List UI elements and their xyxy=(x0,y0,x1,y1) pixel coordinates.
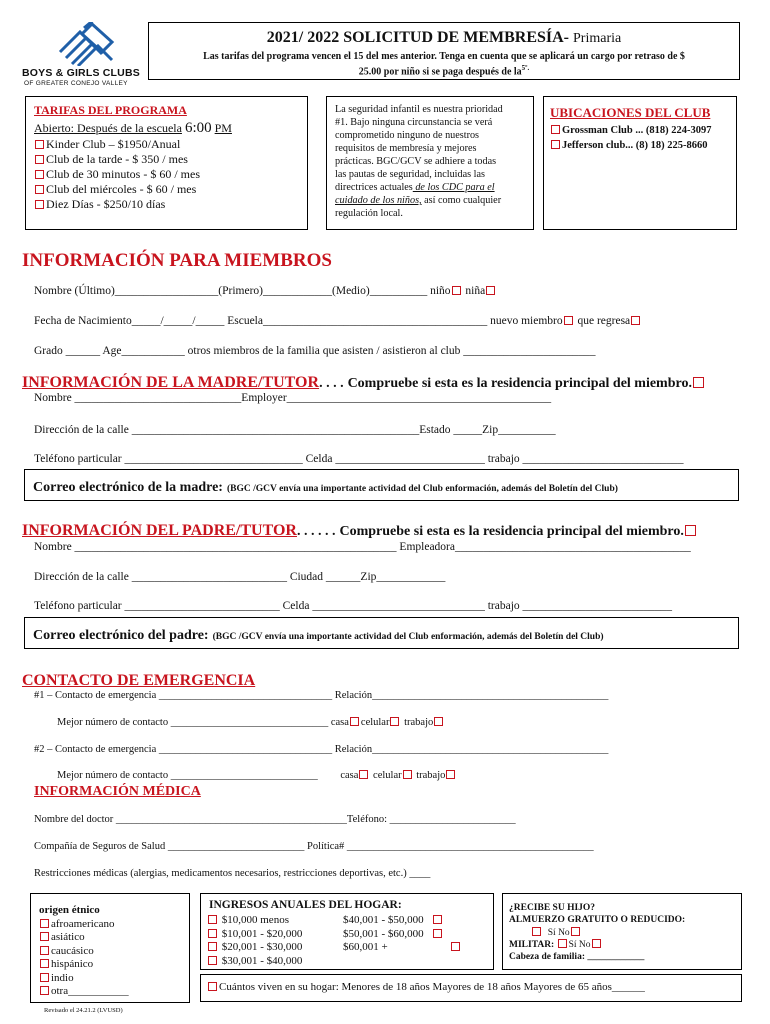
safety-text: La seguridad infantil es nuestra prioridad xyxy=(335,104,503,115)
almuerzo-options[interactable]: Sí No xyxy=(531,927,741,939)
location-item[interactable]: Grossman Club ... (818) 224-3097 xyxy=(550,123,736,138)
tarifa-item[interactable]: Club del miércoles - $ 60 / mes xyxy=(34,182,307,197)
checkbox-icon[interactable] xyxy=(486,286,495,295)
madre-title: INFORMACIÓN DE LA MADRE/TUTOR xyxy=(22,374,320,391)
padre-check-label: Compruebe si esta es la residencia principal del miembro. xyxy=(339,524,684,539)
ingreso-item[interactable]: $50,001 - $60,000 xyxy=(343,928,462,942)
checkbox-icon[interactable] xyxy=(403,770,412,779)
origen-item[interactable]: indio xyxy=(39,972,189,986)
madre-address-row[interactable]: Dirección de la calle __________________________________________________Estado _____Zip__________ xyxy=(34,424,556,436)
madre-check-label: Compruebe si esta es la residencia principal del miembro. xyxy=(347,376,692,391)
checkbox-icon xyxy=(433,929,442,938)
checkbox-icon[interactable] xyxy=(685,525,696,536)
ingreso-item[interactable]: $20,001 - $30,000 xyxy=(207,941,302,955)
cuantos-box[interactable]: Cuántos viven en su hogar: Menores de 18 años Mayores de 18 años Mayores de 65 años______ xyxy=(200,974,742,1002)
ingreso-item[interactable]: $10,000 menos xyxy=(207,914,302,928)
almuerzo-box xyxy=(502,893,742,970)
logo xyxy=(22,22,147,86)
checkbox-icon xyxy=(551,125,560,134)
safety-text: regulación local. xyxy=(335,208,403,219)
cabeza-row[interactable]: Cabeza de familia: ____________ xyxy=(509,952,645,962)
tarifas-open-pm: PM xyxy=(214,121,232,135)
safety-text: las pautas de seguridad, incluidas las xyxy=(335,169,485,180)
tarifas-open-label: Abierto: Después de la escuela xyxy=(34,121,182,135)
ingreso-item[interactable]: $60,001 + xyxy=(343,941,462,955)
origen-item[interactable]: asiático xyxy=(39,931,189,945)
padre-address-row[interactable]: Dirección de la calle ___________________________ Ciudad ______Zip____________ xyxy=(34,571,446,583)
checkbox-icon[interactable] xyxy=(693,377,704,388)
page-title-suffix: Primaria xyxy=(573,31,622,46)
tarifa-item[interactable]: Kinder Club – $1950/Anual xyxy=(34,137,307,152)
checkbox-icon[interactable] xyxy=(558,939,567,948)
tarifa-item[interactable]: Club de la tarde - $ 350 / mes xyxy=(34,152,307,167)
madre-email-box[interactable]: Correo electrónico de la madre: (BGC /GCV envía una importante actividad del Club enformación, además del Boletín del Club) xyxy=(24,469,739,501)
origen-item[interactable]: afroamericano xyxy=(39,918,189,932)
emergency-phone-1[interactable]: Mejor número de contacto ______________________________ casa celular trabajo xyxy=(57,717,445,728)
militar-row[interactable]: MILITAR: Sí No xyxy=(509,939,741,951)
almuerzo-q1: ¿RECIBE SU HIJO? xyxy=(509,903,596,913)
fee-note-sup: 5º. xyxy=(521,64,530,72)
cdc-link[interactable]: cuidado de los niños, xyxy=(335,195,422,206)
checkbox-icon xyxy=(208,982,217,991)
emergency-phone-2[interactable]: Mejor número de contacto ____________________________ casa celular trabajo xyxy=(57,770,457,781)
checkbox-icon[interactable] xyxy=(434,717,443,726)
padre-title: INFORMACIÓN DEL PADRE/TUTOR xyxy=(22,522,297,539)
safety-text: comprometido ninguno de nuestros xyxy=(335,130,480,141)
madre-name-row[interactable]: Nombre _____________________________Employer______________________________________________ xyxy=(34,392,552,404)
checkbox-icon[interactable] xyxy=(564,316,573,325)
ingreso-item[interactable]: $10,001 - $20,000 xyxy=(207,928,302,942)
origen-item[interactable]: caucásico xyxy=(39,945,189,959)
checkbox-icon xyxy=(208,956,217,965)
safety-text: requisitos de membresía y mejores xyxy=(335,143,477,154)
madre-phone-row[interactable]: Teléfono particular _______________________________ Celda __________________________ trabajo ____________________________ xyxy=(34,453,684,465)
tarifas-open-time: 6:00 xyxy=(184,120,212,136)
ingresos-box xyxy=(200,893,494,970)
madre-header: INFORMACIÓN DE LA MADRE/TUTOR. . . . Compruebe si esta es la residencia principal del miembro. xyxy=(22,374,706,392)
member-name-row[interactable]: Nombre (Último)__________________(Primero)____________(Medio)__________ niño niña xyxy=(34,285,497,297)
medica-title: INFORMACIÓN MÉDICA xyxy=(34,784,201,799)
checkbox-icon[interactable] xyxy=(390,717,399,726)
miembros-title: INFORMACIÓN PARA MIEMBROS xyxy=(22,250,332,271)
checkbox-icon[interactable] xyxy=(446,770,455,779)
checkbox-icon xyxy=(451,942,460,951)
almuerzo-q2: ALMUERZO GRATUITO O REDUCIDO: xyxy=(509,915,686,925)
padre-header: INFORMACIÓN DEL PADRE/TUTOR. . . . . . Compruebe si esta es la residencia principal del miembro. xyxy=(22,522,698,540)
checkbox-icon[interactable] xyxy=(571,927,580,936)
tarifa-item[interactable]: Diez Días - $250/10 días xyxy=(34,197,307,212)
checkbox-icon xyxy=(35,155,44,164)
checkbox-icon xyxy=(40,946,49,955)
checkbox-icon xyxy=(208,942,217,951)
ubicaciones-title: UBICACIONES DEL CLUB xyxy=(550,105,711,120)
safety-text: así como cualquier xyxy=(421,195,502,206)
checkbox-icon xyxy=(40,919,49,928)
checkbox-icon[interactable] xyxy=(350,717,359,726)
tarifas-box xyxy=(25,96,308,230)
seguridad-box xyxy=(326,96,534,230)
madre-email-label: Correo electrónico de la madre: xyxy=(33,480,223,495)
padre-phone-row[interactable]: Teléfono particular ___________________________ Celda ______________________________ trabajo __________________________ xyxy=(34,600,673,612)
page-title: 2021/ 2022 SOLICITUD DE MEMBRESÍA- xyxy=(266,29,570,46)
header-box xyxy=(148,22,740,80)
ingreso-item[interactable]: $40,001 - $50,000 xyxy=(343,914,462,928)
checkbox-icon xyxy=(433,915,442,924)
checkbox-icon xyxy=(35,200,44,209)
origen-item[interactable]: hispánico xyxy=(39,958,189,972)
tarifa-item[interactable]: Club de 30 minutos - $ 60 / mes xyxy=(34,167,307,182)
checkbox-icon xyxy=(40,986,49,995)
origen-box xyxy=(30,893,190,1003)
checkbox-icon xyxy=(35,185,44,194)
origen-title: origen étnico xyxy=(39,904,100,916)
checkbox-icon[interactable] xyxy=(452,286,461,295)
checkbox-icon xyxy=(208,929,217,938)
padre-email-box[interactable]: Correo electrónico del padre: (BGC /GCV envía una importante actividad del Club enformación, además del Boletín del Club) xyxy=(24,617,739,649)
checkbox-icon[interactable] xyxy=(359,770,368,779)
checkbox-icon[interactable] xyxy=(532,927,541,936)
checkbox-icon xyxy=(551,140,560,149)
checkbox-icon[interactable] xyxy=(631,316,640,325)
padre-email-label: Correo electrónico del padre: xyxy=(33,628,209,643)
checkbox-icon xyxy=(40,973,49,982)
restrictions-row[interactable]: Restricciones médicas (alergias, medicamentos necesarios, restricciones deportivas, etc.) ____ xyxy=(34,868,431,879)
checkbox-icon xyxy=(208,915,217,924)
member-dob-row[interactable]: Fecha de Nacimiento_____/_____/_____ Escuela_______________________________________ nuevo miembro que regresa xyxy=(34,315,642,327)
checkbox-icon xyxy=(35,170,44,179)
checkbox-icon xyxy=(35,140,44,149)
safety-text: #1. Bajo ninguna circunstancia se verá xyxy=(335,117,493,128)
ubicaciones-box xyxy=(543,96,737,230)
emergency-contact-2[interactable]: #2 – Contacto de emergencia _________________________________ Relación_____________________________________________ xyxy=(34,744,609,755)
insurance-row[interactable]: Compañía de Seguros de Salud __________________________ Política# _______________________________________________ xyxy=(34,841,594,852)
emergency-contact-1[interactable]: #1 – Contacto de emergencia _________________________________ Relación_____________________________________________ xyxy=(34,690,609,701)
logo-sub: OF GREATER CONEJO VALLEY xyxy=(24,80,128,87)
doctor-row[interactable]: Nombre del doctor ____________________________________________Teléfono: ________________________ xyxy=(34,814,516,825)
padre-name-row[interactable]: Nombre ________________________________________________________ Empleadora_________________________________________ xyxy=(34,541,691,553)
fee-note-line2: 25.00 por niño si se paga después de la xyxy=(358,66,522,78)
logo-name: BOYS & GIRLS CLUBS xyxy=(22,67,140,79)
safety-text: prácticas. BGC/GCV se adhiere a todas xyxy=(335,156,497,167)
logo-icon xyxy=(50,22,120,66)
emergencia-title: CONTACTO DE EMERGENCIA xyxy=(22,672,256,689)
checkbox-icon[interactable] xyxy=(592,939,601,948)
safety-text: directrices actuales xyxy=(335,182,413,193)
fee-note-line1: Las tarifas del programa vencen el 15 del mes anterior. Tenga en cuenta que se aplicará un cargo por retraso de $ xyxy=(203,51,685,62)
cdc-link[interactable]: de los CDC para el xyxy=(412,182,495,193)
revised-note: Revisado el 24.21.2 (LVUSD) xyxy=(44,1007,123,1014)
member-grade-row[interactable]: Grado ______ Age___________ otros miembros de la familia que asisten / asistieron al club _______________________ xyxy=(34,345,596,357)
ingresos-title: INGRESOS ANUALES DEL HOGAR: xyxy=(209,899,402,911)
checkbox-icon xyxy=(40,932,49,941)
ingreso-item[interactable]: $30,001 - $40,000 xyxy=(207,955,302,969)
checkbox-icon xyxy=(40,959,49,968)
origen-item[interactable]: otra___________ xyxy=(39,985,189,999)
tarifas-title: TARIFAS DEL PROGRAMA xyxy=(34,103,187,117)
location-item[interactable]: Jefferson club... (8) 18) 225-8660 xyxy=(550,138,736,153)
